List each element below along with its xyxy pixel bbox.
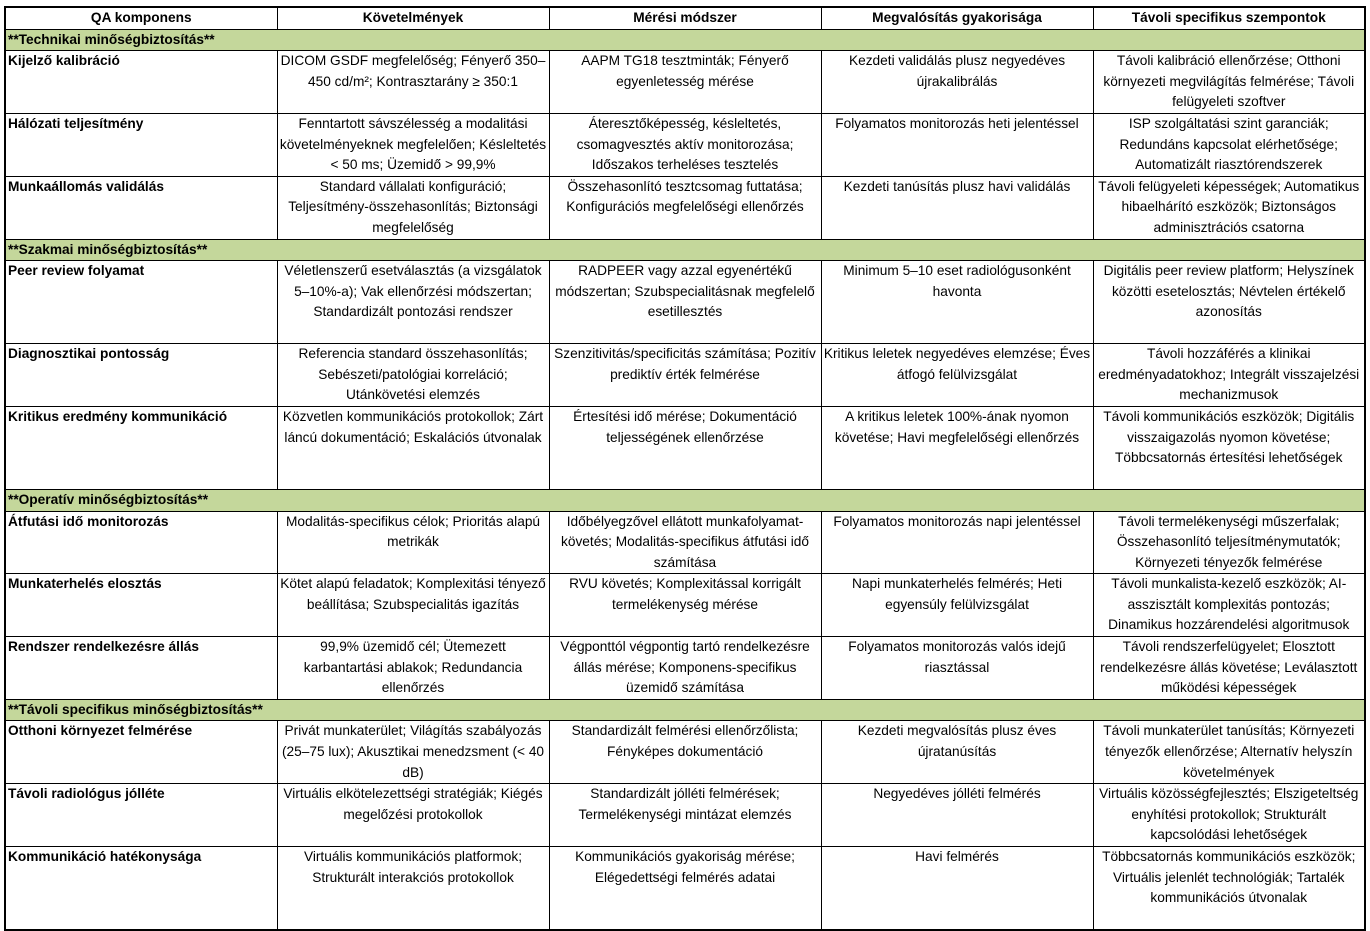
- method-cell: AAPM TG18 tesztminták; Fényerő egyenletesség mérése: [549, 51, 821, 114]
- qa-component-cell: Hálózati teljesítmény: [5, 113, 277, 176]
- requirements-cell: Standard vállalati konfiguráció; Teljesítmény-összehasonlítás; Biztonsági megfelelőség: [277, 176, 549, 239]
- frequency-cell: Minimum 5–10 eset radiológusonként havonta: [821, 261, 1093, 344]
- table-row: [5, 847, 1365, 931]
- remote-cell: Távoli felügyeleti képességek; Automatikus hibaelhárító eszközök; Biztonságos adminisztrációs csatorna: [1093, 176, 1365, 239]
- table-row: [5, 176, 1365, 239]
- requirements-cell: Véletlenszerű esetválasztás (a vizsgálatok 5–10%-a); Vak ellenőrzési módszertan; Standardizált pontozási rendszer: [277, 261, 549, 344]
- method-cell: Áteresztőképesség, késleltetés, csomagvesztés aktív monitorozása; Időszakos terheléses tesztelés: [549, 113, 821, 176]
- qa-component-cell: Peer review folyamat: [5, 261, 277, 344]
- qa-table: [4, 6, 1366, 931]
- frequency-cell: Kezdeti megvalósítás plusz éves újratanúsítás: [821, 721, 1093, 784]
- frequency-cell: Folyamatos monitorozás heti jelentéssel: [821, 113, 1093, 176]
- table-row: [5, 113, 1365, 176]
- frequency-cell: Folyamatos monitorozás valós idejű riasztással: [821, 637, 1093, 700]
- requirements-cell: Modalitás-specifikus célok; Prioritás alapú metrikák: [277, 511, 549, 574]
- frequency-cell: Kezdeti tanúsítás plusz havi validálás: [821, 176, 1093, 239]
- frequency-cell: Kritikus leletek negyedéves elemzése; Éves átfogó felülvizsgálat: [821, 344, 1093, 407]
- method-cell: Standardizált felmérési ellenőrzőlista; Fényképes dokumentáció: [549, 721, 821, 784]
- method-cell: RADPEER vagy azzal egyenértékű módszertan; Szubspecialitásnak megfelelő esetillesztés: [549, 261, 821, 344]
- table-row: [5, 784, 1365, 847]
- frequency-cell: Negyedéves jólléti felmérés: [821, 784, 1093, 847]
- header-tavoli-szempontok: Távoli specifikus szempontok: [1093, 7, 1365, 29]
- method-cell: Standardizált jólléti felmérések; Termelékenységi mintázat elemzés: [549, 784, 821, 847]
- section-row-technical: [5, 29, 1365, 51]
- section-row-professional: [5, 239, 1365, 261]
- requirements-cell: DICOM GSDF megfelelőség; Fényerő 350–450 cd/m²; Kontrasztarány ≥ 350:1: [277, 51, 549, 114]
- frequency-cell: Havi felmérés: [821, 847, 1093, 931]
- qa-component-cell: Munkaterhelés elosztás: [5, 574, 277, 637]
- table-row: [5, 721, 1365, 784]
- frequency-cell: Kezdeti validálás plusz negyedéves újrakalibrálás: [821, 51, 1093, 114]
- requirements-cell: Virtuális elkötelezettségi stratégiák; Kiégés megelőzési protokollok: [277, 784, 549, 847]
- requirements-cell: Közvetlen kommunikációs protokollok; Zárt láncú dokumentáció; Eskalációs útvonalak: [277, 406, 549, 489]
- section-row-operational: [5, 489, 1365, 511]
- qa-component-cell: Diagnosztikai pontosság: [5, 344, 277, 407]
- remote-cell: Távoli hozzáférés a klinikai eredményadatokhoz; Integrált visszajelzési mechanizmusok: [1093, 344, 1365, 407]
- method-cell: Szenzitivitás/specificitás számítása; Pozitív prediktív érték felmérése: [549, 344, 821, 407]
- remote-cell: ISP szolgáltatási szint garanciák; Redundáns kapcsolat elérhetősége; Automatizált riasztórendszerek: [1093, 113, 1365, 176]
- section-title: **Távoli specifikus minőségbiztosítás**: [5, 699, 1365, 721]
- header-meresi-modszer: Mérési módszer: [549, 7, 821, 29]
- table-row: [5, 406, 1365, 489]
- remote-cell: Digitális peer review platform; Helyszínek közötti esetelosztás; Névtelen értékelő azonosítás: [1093, 261, 1365, 344]
- method-cell: Végponttól végpontig tartó rendelkezésre állás mérése; Komponens-specifikus üzemidő számítása: [549, 637, 821, 700]
- qa-component-cell: Kritikus eredmény kommunikáció: [5, 406, 277, 489]
- qa-component-cell: Átfutási idő monitorozás: [5, 511, 277, 574]
- header-qa-komponens: QA komponens: [5, 7, 277, 29]
- method-cell: Értesítési idő mérése; Dokumentáció teljességének ellenőrzése: [549, 406, 821, 489]
- table-row: [5, 344, 1365, 407]
- section-title: **Operatív minőségbiztosítás**: [5, 489, 1365, 511]
- section-row-remote: [5, 699, 1365, 721]
- section-title: **Szakmai minőségbiztosítás**: [5, 239, 1365, 261]
- requirements-cell: Referencia standard összehasonlítás; Sebészeti/patológiai korreláció; Utánkövetési elemzés: [277, 344, 549, 407]
- requirements-cell: Fenntartott sávszélesség a modalitási követelményeknek megfelelően; Késleltetés < 50 ms; Üzemidő > 99,9%: [277, 113, 549, 176]
- requirements-cell: 99,9% üzemidő cél; Ütemezett karbantartási ablakok; Redundancia ellenőrzés: [277, 637, 549, 700]
- remote-cell: Távoli munkaterület tanúsítás; Környezeti tényezők ellenőrzése; Alternatív helyszín követelmények: [1093, 721, 1365, 784]
- table-row: [5, 637, 1365, 700]
- remote-cell: Távoli kalibráció ellenőrzése; Otthoni környezeti megvilágítás felmérése; Távoli felügyeleti szoftver: [1093, 51, 1365, 114]
- qa-component-cell: Kijelző kalibráció: [5, 51, 277, 114]
- remote-cell: Többcsatornás kommunikációs eszközök; Virtuális jelenlét technológiák; Tartalék kommunikációs útvonalak: [1093, 847, 1365, 931]
- qa-component-cell: Rendszer rendelkezésre állás: [5, 637, 277, 700]
- frequency-cell: Folyamatos monitorozás napi jelentéssel: [821, 511, 1093, 574]
- method-cell: Kommunikációs gyakoriság mérése; Elégedettségi felmérés adatai: [549, 847, 821, 931]
- header-gyakorisag: Megvalósítás gyakorisága: [821, 7, 1093, 29]
- header-kovetelmenyek: Követelmények: [277, 7, 549, 29]
- remote-cell: Virtuális közösségfejlesztés; Elszigeteltség enyhítési protokollok; Strukturált kapcsolódási lehetőségek: [1093, 784, 1365, 847]
- qa-component-cell: Kommunikáció hatékonysága: [5, 847, 277, 931]
- section-title: **Technikai minőségbiztosítás**: [5, 29, 1365, 51]
- remote-cell: Távoli kommunikációs eszközök; Digitális visszaigazolás nyomon követése; Többcsatornás értesítési lehetőségek: [1093, 406, 1365, 489]
- qa-component-cell: Távoli radiológus jólléte: [5, 784, 277, 847]
- qa-component-cell: Munkaállomás validálás: [5, 176, 277, 239]
- table-row: [5, 511, 1365, 574]
- qa-component-cell: Otthoni környezet felmérése: [5, 721, 277, 784]
- method-cell: RVU követés; Komplexitással korrigált termelékenység mérése: [549, 574, 821, 637]
- requirements-cell: Virtuális kommunikációs platformok; Strukturált interakciós protokollok: [277, 847, 549, 931]
- header-row: [5, 7, 1365, 29]
- remote-cell: Távoli rendszerfelügyelet; Elosztott rendelkezésre állás követése; Leválasztott működési képességek: [1093, 637, 1365, 700]
- frequency-cell: Napi munkaterhelés felmérés; Heti egyensúly felülvizsgálat: [821, 574, 1093, 637]
- remote-cell: Távoli munkalista-kezelő eszközök; AI-asszisztált komplexitás pontozás; Dinamikus hozzárendelési algoritmusok: [1093, 574, 1365, 637]
- method-cell: Összehasonlító tesztcsomag futtatása; Konfigurációs megfelelőségi ellenőrzés: [549, 176, 821, 239]
- requirements-cell: Kötet alapú feladatok; Komplexitási tényező beállítása; Szubspecialitás igazítás: [277, 574, 549, 637]
- requirements-cell: Privát munkaterület; Világítás szabályozás (25–75 lux); Akusztikai menedzsment (< 40 dB): [277, 721, 549, 784]
- table-row: [5, 574, 1365, 637]
- table-row: [5, 51, 1365, 114]
- remote-cell: Távoli termelékenységi műszerfalak; Összehasonlító teljesítménymutatók; Környezeti tényezők felmérése: [1093, 511, 1365, 574]
- method-cell: Időbélyegzővel ellátott munkafolyamat-követés; Modalitás-specifikus átfutási idő számítása: [549, 511, 821, 574]
- frequency-cell: A kritikus leletek 100%-ának nyomon követése; Havi megfelelőségi ellenőrzés: [821, 406, 1093, 489]
- table-row: [5, 261, 1365, 344]
